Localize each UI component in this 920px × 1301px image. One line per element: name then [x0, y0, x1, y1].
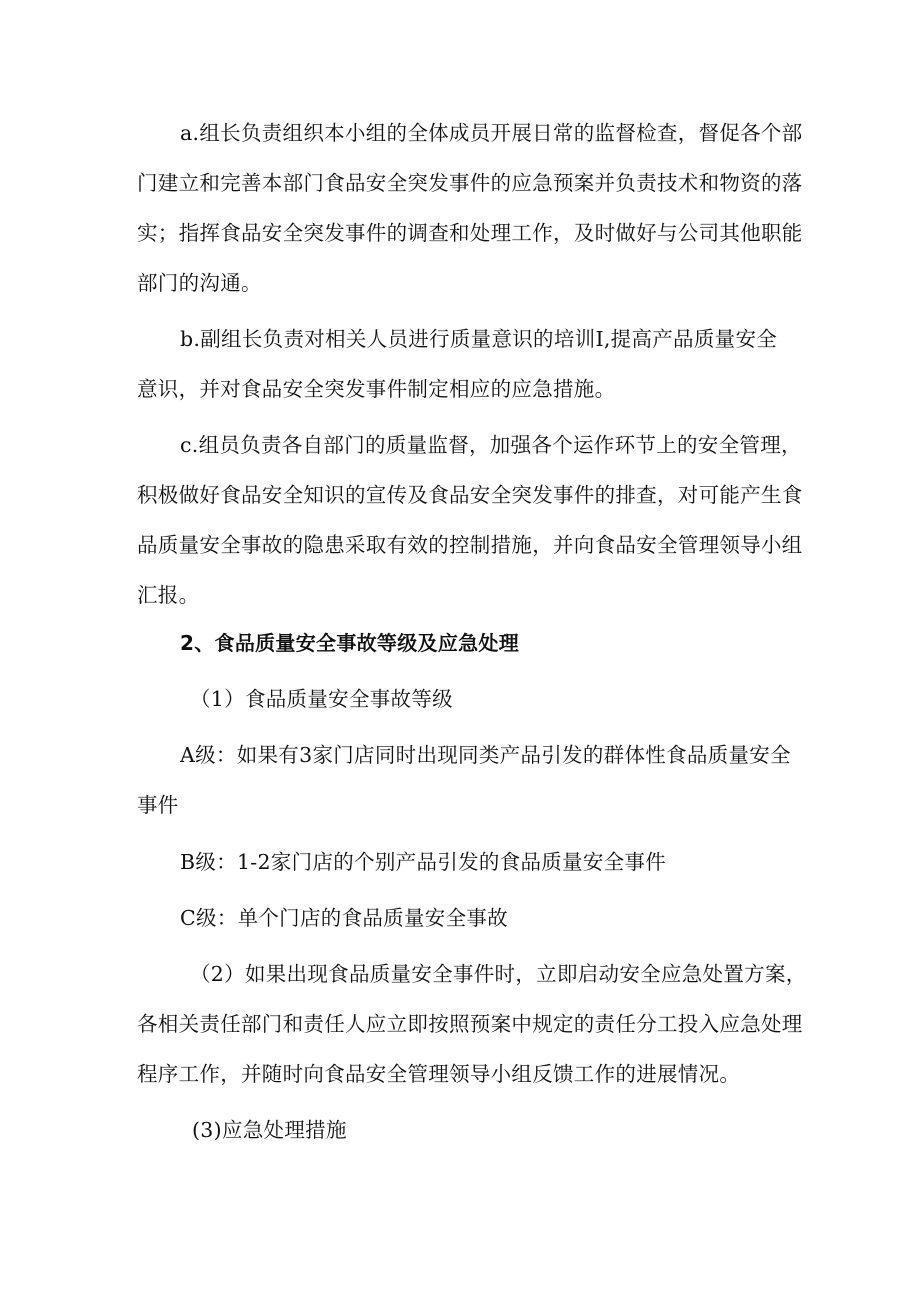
para-c-line-3: 品质量安全事故的隐患采取有效的控制措施，并向食品安全管理领导小组 — [137, 533, 803, 557]
level-b-line: B级：1-2家门店的个别产品引发的食品质量安全事件 — [180, 850, 667, 874]
para-2-line-1: （2）如果出现食品质量安全事件时，立即启动安全应急处置方案， — [190, 962, 807, 986]
para-c-line-1: c.组员负责各自部门的质量监督，加强各个运作环节上的安全管理， — [180, 433, 802, 457]
para-a-line-1: a.组长负责组织本小组的全体成员开展日常的监督检查，督促各个部 — [180, 121, 803, 145]
para-2-line-2: 各相关责任部门和责任人应立即按照预案中规定的责任分工投入应急处理 — [137, 1012, 803, 1036]
para-c-line-4: 汇报。 — [137, 583, 200, 607]
subheading-1: （1）食品质量安全事故等级 — [190, 687, 453, 711]
para-2-line-3: 程序工作，并随时向食品安全管理领导小组反馈工作的进展情况。 — [137, 1062, 741, 1086]
para-a-line-4: 部门的沟通。 — [137, 271, 262, 295]
section-heading-2: 2、食品质量安全事故等级及应急处理 — [180, 631, 520, 655]
para-a-line-3: 实；指挥食品安全突发事件的调查和处理工作，及时做好与公司其他职能 — [137, 221, 803, 245]
level-c-line: C级：单个门店的食品质量安全事故 — [180, 906, 508, 930]
subheading-3: (3)应急处理措施 — [192, 1118, 347, 1142]
level-a-line-1: A级：如果有3家门店同时出现同类产品引发的群体性食品质量安全 — [180, 743, 791, 767]
para-c-line-2: 积极做好食品安全知识的宣传及食品安全突发事件的排查，对可能产生食 — [137, 483, 803, 507]
para-b-line-2: 意识，并对食品安全突发事件制定相应的应急措施。 — [137, 377, 616, 401]
para-a-line-2: 门建立和完善本部门食品安全突发事件的应急预案并负责技术和物资的落 — [137, 171, 803, 195]
para-b-line-1: b.副组长负责对相关人员进行质量意识的培训I,提高产品质量安全 — [180, 327, 778, 351]
level-a-line-2: 事件 — [137, 793, 179, 817]
